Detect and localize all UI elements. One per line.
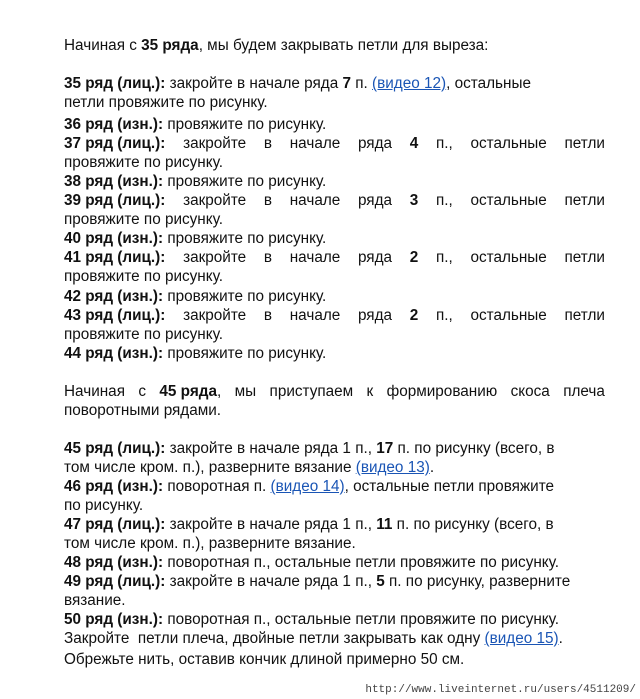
row-37: 37 ряд (лиц.): закройте в начале ряда 4 п., остальные петли [64, 135, 605, 152]
row-label: 35 ряд (лиц.): [64, 75, 166, 92]
row-label: 47 ряд (лиц.): [64, 516, 166, 533]
row-40: 40 ряд (изн.): провяжите по рисунку. [64, 230, 327, 247]
intro-paragraph-2: Начиная с 45 ряда, мы приступаем к формированию скоса плеча [64, 383, 605, 400]
row-label: 36 ряд (изн.): [64, 116, 164, 133]
row-35-continued: петли провяжите по рисунку. [64, 94, 268, 111]
row-label: 42 ряд (изн.): [64, 288, 164, 305]
stitch-count: 5 [376, 573, 385, 590]
intro-bold-row: 45 ряда [159, 383, 217, 400]
row-49: 49 ряд (лиц.): закройте в начале ряда 1 п., 5 п. по рисунку, разверните [64, 573, 571, 590]
intro-paragraph-1 [0, 36, 640, 56]
row-label: 48 ряд (изн.): [64, 554, 164, 571]
row-49-continued: вязание. [64, 592, 126, 609]
stitch-count: 17 [376, 440, 394, 457]
row-38: 38 ряд (изн.): провяжите по рисунку. [64, 173, 327, 190]
row-35: 35 ряд (лиц.): закройте в начале ряда 7 п. (видео 12), остальные [64, 75, 531, 92]
video-12-link[interactable]: (видео 12) [372, 75, 447, 92]
row-41: 41 ряд (лиц.): закройте в начале ряда 2 п., остальные петли [64, 249, 605, 266]
row-50: 50 ряд (изн.): поворотная п., остальные петли провяжите по рисунку. [64, 611, 560, 628]
intro-paragraph-2-continued: поворотными рядами. [64, 402, 222, 419]
intro-text: Начиная с [64, 37, 142, 54]
video-15-link[interactable]: (видео 15) [484, 630, 559, 647]
row-43: 43 ряд (лиц.): закройте в начале ряда 2 п., остальные петли [64, 307, 605, 324]
stitch-count: 4 [409, 135, 419, 152]
row-label: 49 ряд (лиц.): [64, 573, 166, 590]
row-42: 42 ряд (изн.): провяжите по рисунку. [64, 288, 327, 305]
stitch-count: 3 [409, 192, 419, 209]
video-13-link[interactable]: (видео 13) [355, 459, 430, 476]
row-46: 46 ряд (изн.): поворотная п. (видео 14), остальные петли провяжите [64, 478, 555, 495]
watermark-url: http://www.liveinternet.ru/users/4511209/ [365, 684, 636, 696]
video-14-link[interactable]: (видео 14) [270, 478, 345, 495]
stitch-count: 2 [409, 307, 419, 324]
row-41-continued: провяжите по рисунку. [64, 268, 223, 285]
row-39: 39 ряд (лиц.): закройте в начале ряда 3 п., остальные петли [64, 192, 605, 209]
row-44: 44 ряд (изн.): провяжите по рисунку. [64, 345, 327, 362]
row-label: 46 ряд (изн.): [64, 478, 164, 495]
row-37-continued: провяжите по рисунку. [64, 154, 223, 171]
row-label: 41 ряд (лиц.): [64, 249, 166, 266]
final-instruction: Закройте петли плеча, двойные петли закрывать как одну (видео 15). [64, 630, 563, 647]
row-43-continued: провяжите по рисунку. [64, 326, 223, 343]
stitch-count: 7 [342, 75, 351, 92]
row-label: 45 ряд (лиц.): [64, 440, 166, 457]
intro-bold-row: 35 ряда [141, 37, 199, 54]
stitch-count: 2 [409, 249, 419, 266]
row-47: 47 ряд (лиц.): закройте в начале ряда 1 п., 11 п. по рисунку (всего, в [64, 516, 554, 533]
row-45: 45 ряд (лиц.): закройте в начале ряда 1 п., 17 п. по рисунку (всего, в [64, 440, 555, 457]
row-label: 38 ряд (изн.): [64, 173, 164, 190]
row-39-continued: провяжите по рисунку. [64, 211, 223, 228]
row-label: 37 ряд (лиц.): [64, 135, 166, 152]
final-instruction-cut: Обрежьте нить, оставив кончик длиной примерно 50 см. [64, 651, 465, 668]
row-45-continued: том числе кром. п.), разверните вязание (видео 13). [64, 459, 435, 476]
row-36: 36 ряд (изн.): провяжите по рисунку. [64, 116, 327, 133]
row-label: 50 ряд (изн.): [64, 611, 164, 628]
row-label: 44 ряд (изн.): [64, 345, 164, 362]
row-46-continued: по рисунку. [64, 497, 144, 514]
stitch-count: 11 [376, 516, 393, 533]
row-label: 40 ряд (изн.): [64, 230, 164, 247]
intro-text-end: , мы будем закрывать петли для выреза: [198, 37, 489, 54]
row-48: 48 ряд (изн.): поворотная п., остальные петли провяжите по рисунку. [64, 554, 560, 571]
row-label: 43 ряд (лиц.): [64, 307, 166, 324]
row-label: 39 ряд (лиц.): [64, 192, 166, 209]
row-47-continued: том числе кром. п.), разверните вязание. [64, 535, 356, 552]
